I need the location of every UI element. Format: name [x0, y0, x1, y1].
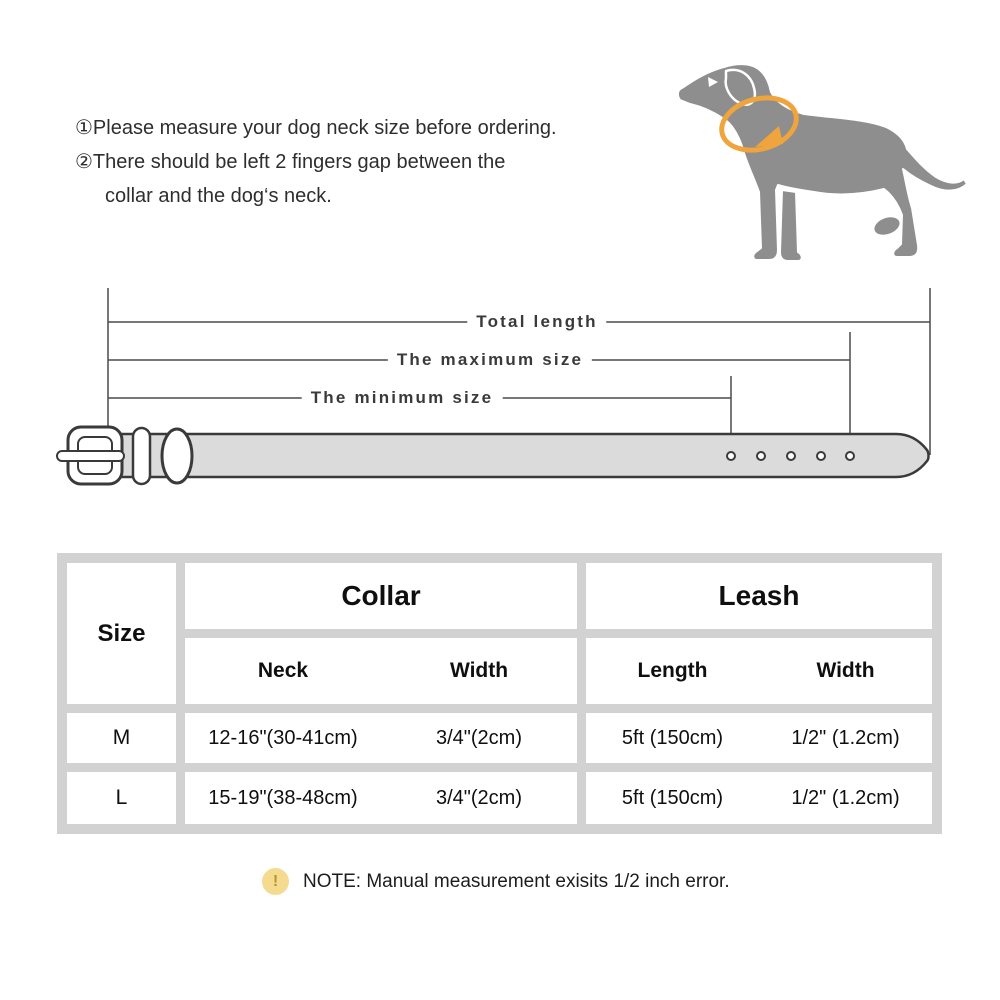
row-m-collar-width-value: 3/4"(2cm)	[435, 726, 522, 749]
size-column-header: Size	[67, 563, 176, 704]
leash-length-header: Length	[637, 659, 708, 682]
collar-hole	[757, 452, 765, 460]
row-m-leash-length-value: 5ft (150cm)	[621, 726, 724, 749]
row-l-neck-value: 15-19"(38-48cm)	[208, 786, 358, 809]
collar-neck-header: Neck	[257, 659, 309, 682]
minimum-size-label: The minimum size	[302, 388, 503, 408]
measurement-note	[262, 868, 730, 895]
total-length-label: Total length	[467, 312, 606, 332]
row-m-collar-cell	[185, 713, 577, 763]
dog-far-front-leg	[780, 190, 802, 261]
row-l-collar-cell	[185, 772, 577, 824]
collar-strap	[102, 434, 929, 477]
leash-subheader-cell	[586, 638, 932, 704]
row-m-leash-width-value: 1/2" (1.2cm)	[791, 726, 900, 749]
dog-illustration	[650, 40, 970, 280]
d-ring	[162, 429, 192, 483]
dog-far-hind-paw	[871, 213, 903, 239]
row-l-leash-width-value: 1/2" (1.2cm)	[791, 786, 900, 809]
maximum-size-label: The maximum size	[388, 350, 592, 370]
size-table	[57, 553, 942, 834]
buckle-prong	[57, 451, 124, 461]
row-l-leash-length-value: 5ft (150cm)	[621, 786, 724, 809]
row-l-leash-cell	[586, 772, 932, 824]
exclamation-icon: !	[262, 868, 289, 895]
collar-group-header: Collar	[185, 563, 577, 629]
instruction-line-3: collar and the dog‘s neck.	[105, 185, 332, 207]
instruction-line-2: ②There should be left 2 fingers gap between the	[75, 151, 506, 173]
keeper-loop	[133, 428, 150, 484]
collar-hole	[817, 452, 825, 460]
leash-width-header: Width	[816, 659, 875, 682]
measuring-instructions	[75, 111, 557, 213]
row-l-collar-width-value: 3/4"(2cm)	[435, 786, 522, 809]
collar-hole	[846, 452, 854, 460]
collar-width-header: Width	[449, 659, 509, 682]
row-m-size: M	[67, 713, 176, 763]
row-m-neck-value: 12-16"(30-41cm)	[208, 726, 358, 749]
collar-hole	[787, 452, 795, 460]
instruction-line-1: ①Please measure your dog neck size before ordering.	[75, 117, 557, 139]
dog-body-silhouette	[678, 64, 967, 260]
leash-group-header: Leash	[586, 563, 932, 629]
collar-hole	[727, 452, 735, 460]
row-l-size: L	[67, 772, 176, 824]
note-text: NOTE: Manual measurement exisits 1/2 inch error.	[303, 870, 730, 892]
collar-subheader-cell	[185, 638, 577, 704]
row-m-leash-cell	[586, 713, 932, 763]
